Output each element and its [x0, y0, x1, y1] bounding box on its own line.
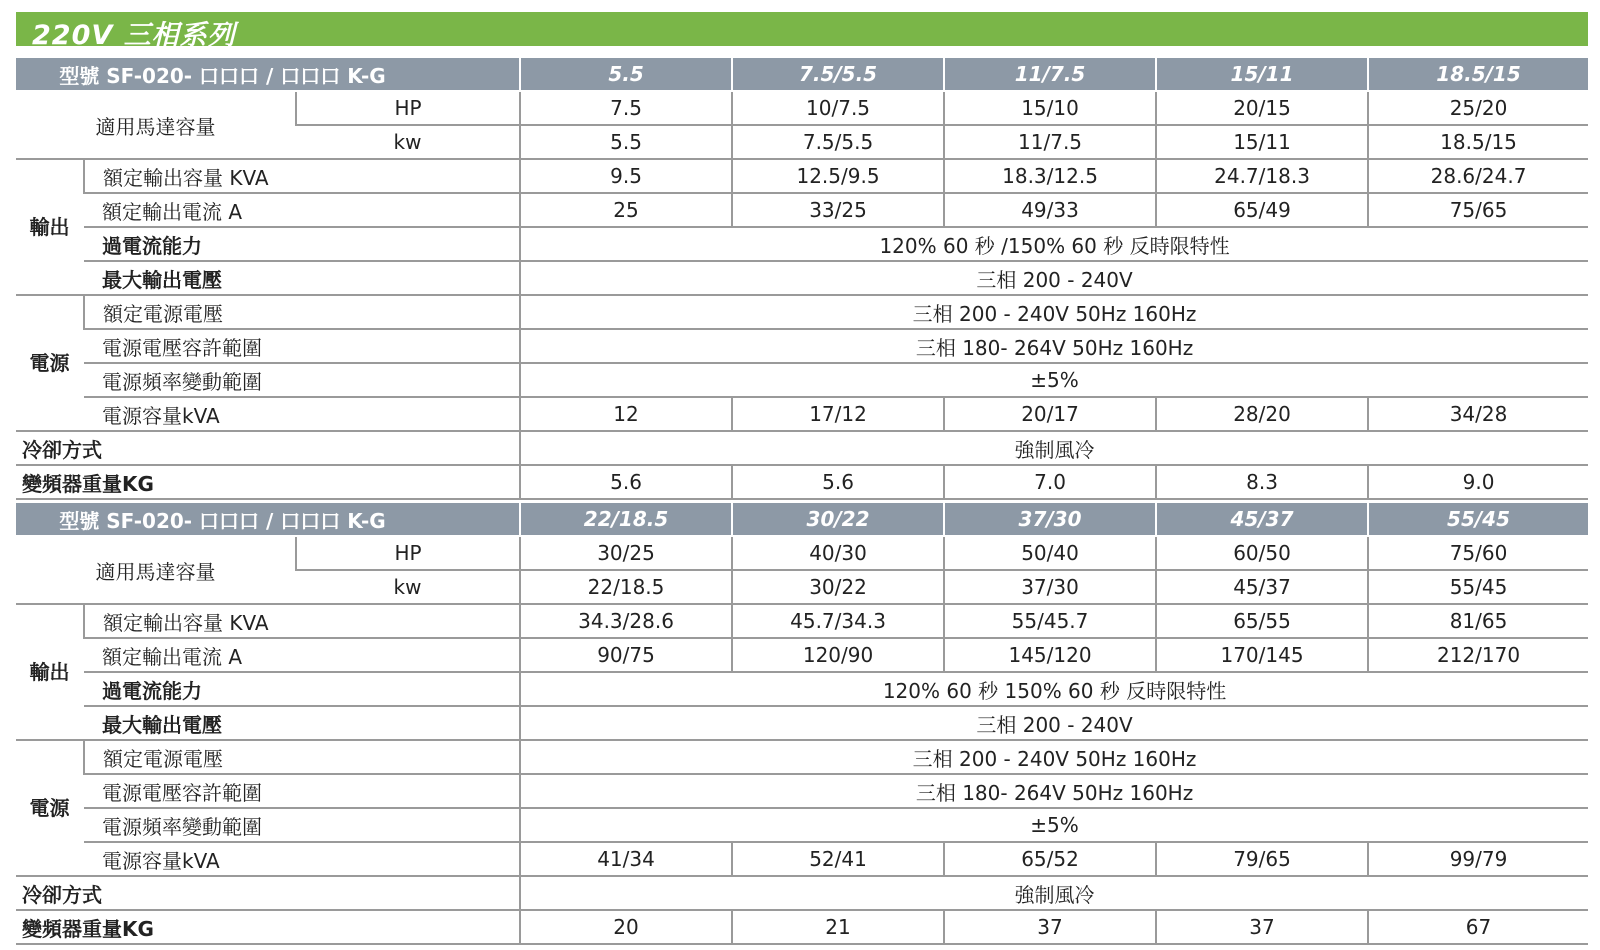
power-capacity-cell: 79/65 — [1156, 842, 1368, 876]
voltage-tolerance-label: 電源電壓容許範圍 — [84, 774, 520, 808]
weight-row — [16, 910, 1588, 944]
frequency-tolerance-label: 電源頻率變動範圍 — [84, 363, 520, 397]
rated-power-voltage-value: 三相 200 - 240V 50Hz 160Hz — [520, 295, 1588, 329]
kw-cell: 37/30 — [944, 570, 1156, 604]
current-cell: 170/145 — [1156, 638, 1368, 672]
voltage-tolerance-value: 三相 180- 264V 50Hz 160Hz — [520, 774, 1588, 808]
frequency-tolerance-value: ±5% — [520, 363, 1588, 397]
power-group-label: 電源 — [16, 295, 84, 431]
weight-cell: 67 — [1368, 910, 1588, 944]
kva-cell: 24.7/18.3 — [1156, 159, 1368, 193]
hp-unit-label: HP — [296, 536, 520, 570]
overcurrent-row — [16, 672, 1588, 706]
weight-row — [16, 465, 1588, 499]
hp-cell: 20/15 — [1156, 91, 1368, 125]
kva-cell: 65/55 — [1156, 604, 1368, 638]
power-capacity-cell: 12 — [520, 397, 732, 431]
power-capacity-label: 電源容量kVA — [84, 842, 520, 876]
kva-cell: 34.3/28.6 — [520, 604, 732, 638]
motor-hp-row — [16, 91, 1588, 125]
model-column-header: 11/7.5 — [944, 58, 1156, 91]
model-column-header: 5.5 — [520, 58, 732, 91]
power-capacity-cell: 34/28 — [1368, 397, 1588, 431]
overcurrent-value: 120% 60 秒 /150% 60 秒 反時限特性 — [520, 227, 1588, 261]
overcurrent-value: 120% 60 秒 150% 60 秒 反時限特性 — [520, 672, 1588, 706]
rated-output-current-label: 額定輸出電流 A — [84, 638, 520, 672]
weight-cell: 8.3 — [1156, 465, 1368, 499]
kva-cell: 81/65 — [1368, 604, 1588, 638]
voltage-tolerance-row — [16, 329, 1588, 363]
max-output-voltage-row — [16, 261, 1588, 295]
kva-cell: 28.6/24.7 — [1368, 159, 1588, 193]
kw-cell: 22/18.5 — [520, 570, 732, 604]
power-capacity-cell: 65/52 — [944, 842, 1156, 876]
hp-cell: 25/20 — [1368, 91, 1588, 125]
cooling-row — [16, 876, 1588, 910]
output-group-label: 輸出 — [16, 604, 84, 740]
power-capacity-cell: 28/20 — [1156, 397, 1368, 431]
rated-output-current-row — [16, 193, 1588, 227]
rated-output-current-row — [16, 638, 1588, 672]
motor-capacity-label: 適用馬達容量 — [16, 91, 296, 159]
kva-cell: 9.5 — [520, 159, 732, 193]
kw-unit-label: kw — [296, 570, 520, 604]
cooling-label: 冷卻方式 — [16, 431, 520, 465]
rated-power-voltage-row — [16, 295, 1588, 329]
weight-cell: 21 — [732, 910, 944, 944]
spec-table-1 — [16, 58, 1588, 500]
header-row — [16, 503, 1588, 536]
hp-cell: 75/60 — [1368, 536, 1588, 570]
hp-cell: 10/7.5 — [732, 91, 944, 125]
power-capacity-cell: 17/12 — [732, 397, 944, 431]
kva-cell: 55/45.7 — [944, 604, 1156, 638]
weight-cell: 5.6 — [520, 465, 732, 499]
kw-unit-label: kw — [296, 125, 520, 159]
cooling-value: 強制風冷 — [520, 431, 1588, 465]
kw-cell: 30/22 — [732, 570, 944, 604]
power-capacity-row — [16, 397, 1588, 431]
rated-output-kva-row — [16, 604, 1588, 638]
series-title: 220V 三相系列 — [32, 20, 236, 51]
rated-output-current-label: 額定輸出電流 A — [84, 193, 520, 227]
voltage-tolerance-row — [16, 774, 1588, 808]
current-cell: 90/75 — [520, 638, 732, 672]
current-cell: 75/65 — [1368, 193, 1588, 227]
frequency-tolerance-row — [16, 363, 1588, 397]
max-output-voltage-value: 三相 200 - 240V — [520, 706, 1588, 740]
voltage-tolerance-value: 三相 180- 264V 50Hz 160Hz — [520, 329, 1588, 363]
spec-table-2 — [16, 503, 1588, 945]
rated-power-voltage-label: 額定電源電壓 — [84, 740, 520, 774]
overcurrent-row — [16, 227, 1588, 261]
kw-cell: 18.5/15 — [1368, 125, 1588, 159]
motor-hp-row — [16, 536, 1588, 570]
model-column-header: 7.5/5.5 — [732, 58, 944, 91]
kw-cell: 55/45 — [1368, 570, 1588, 604]
current-cell: 25 — [520, 193, 732, 227]
model-column-header: 45/37 — [1156, 503, 1368, 536]
cooling-value: 強制風冷 — [520, 876, 1588, 910]
model-header: 型號 SF-020- 口口口 / 口口口 K-G — [16, 503, 520, 536]
current-cell: 33/25 — [732, 193, 944, 227]
weight-cell: 7.0 — [944, 465, 1156, 499]
header-row — [16, 58, 1588, 91]
current-cell: 49/33 — [944, 193, 1156, 227]
power-capacity-cell: 41/34 — [520, 842, 732, 876]
motor-capacity-label: 適用馬達容量 — [16, 536, 296, 604]
series-banner — [16, 12, 1588, 51]
output-group-label: 輸出 — [16, 159, 84, 295]
kw-cell: 15/11 — [1156, 125, 1368, 159]
hp-unit-label: HP — [296, 91, 520, 125]
rated-output-kva-row — [16, 159, 1588, 193]
current-cell: 145/120 — [944, 638, 1156, 672]
weight-label: 變頻器重量KG — [16, 910, 520, 944]
power-capacity-label: 電源容量kVA — [84, 397, 520, 431]
model-column-header: 55/45 — [1368, 503, 1588, 536]
weight-cell: 9.0 — [1368, 465, 1588, 499]
current-cell: 65/49 — [1156, 193, 1368, 227]
cooling-row — [16, 431, 1588, 465]
current-cell: 212/170 — [1368, 638, 1588, 672]
weight-cell: 37 — [944, 910, 1156, 944]
rated-power-voltage-label: 額定電源電壓 — [84, 295, 520, 329]
frequency-tolerance-value: ±5% — [520, 808, 1588, 842]
weight-cell: 37 — [1156, 910, 1368, 944]
max-output-voltage-value: 三相 200 - 240V — [520, 261, 1588, 295]
power-capacity-cell: 52/41 — [732, 842, 944, 876]
model-column-header: 37/30 — [944, 503, 1156, 536]
model-column-header: 18.5/15 — [1368, 58, 1588, 91]
kw-cell: 45/37 — [1156, 570, 1368, 604]
power-capacity-cell: 20/17 — [944, 397, 1156, 431]
max-output-voltage-label: 最大輸出電壓 — [84, 261, 520, 295]
model-column-header: 22/18.5 — [520, 503, 732, 536]
power-capacity-row — [16, 842, 1588, 876]
frequency-tolerance-row — [16, 808, 1588, 842]
max-output-voltage-row — [16, 706, 1588, 740]
model-column-header: 30/22 — [732, 503, 944, 536]
current-cell: 120/90 — [732, 638, 944, 672]
hp-cell: 40/30 — [732, 536, 944, 570]
kva-cell: 12.5/9.5 — [732, 159, 944, 193]
weight-label: 變頻器重量KG — [16, 465, 520, 499]
kva-cell: 18.3/12.5 — [944, 159, 1156, 193]
voltage-tolerance-label: 電源電壓容許範圍 — [84, 329, 520, 363]
frequency-tolerance-label: 電源頻率變動範圍 — [84, 808, 520, 842]
hp-cell: 60/50 — [1156, 536, 1368, 570]
kw-cell: 11/7.5 — [944, 125, 1156, 159]
rated-output-kva-label: 額定輸出容量 KVA — [84, 604, 520, 638]
hp-cell: 7.5 — [520, 91, 732, 125]
rated-power-voltage-value: 三相 200 - 240V 50Hz 160Hz — [520, 740, 1588, 774]
overcurrent-label: 過電流能力 — [84, 227, 520, 261]
hp-cell: 15/10 — [944, 91, 1156, 125]
weight-cell: 5.6 — [732, 465, 944, 499]
model-header: 型號 SF-020- 口口口 / 口口口 K-G — [16, 58, 520, 91]
power-capacity-cell: 99/79 — [1368, 842, 1588, 876]
kva-cell: 45.7/34.3 — [732, 604, 944, 638]
overcurrent-label: 過電流能力 — [84, 672, 520, 706]
power-group-label: 電源 — [16, 740, 84, 876]
kw-cell: 7.5/5.5 — [732, 125, 944, 159]
kw-cell: 5.5 — [520, 125, 732, 159]
rated-power-voltage-row — [16, 740, 1588, 774]
cooling-label: 冷卻方式 — [16, 876, 520, 910]
hp-cell: 30/25 — [520, 536, 732, 570]
rated-output-kva-label: 額定輸出容量 KVA — [84, 159, 520, 193]
weight-cell: 20 — [520, 910, 732, 944]
hp-cell: 50/40 — [944, 536, 1156, 570]
model-column-header: 15/11 — [1156, 58, 1368, 91]
max-output-voltage-label: 最大輸出電壓 — [84, 706, 520, 740]
